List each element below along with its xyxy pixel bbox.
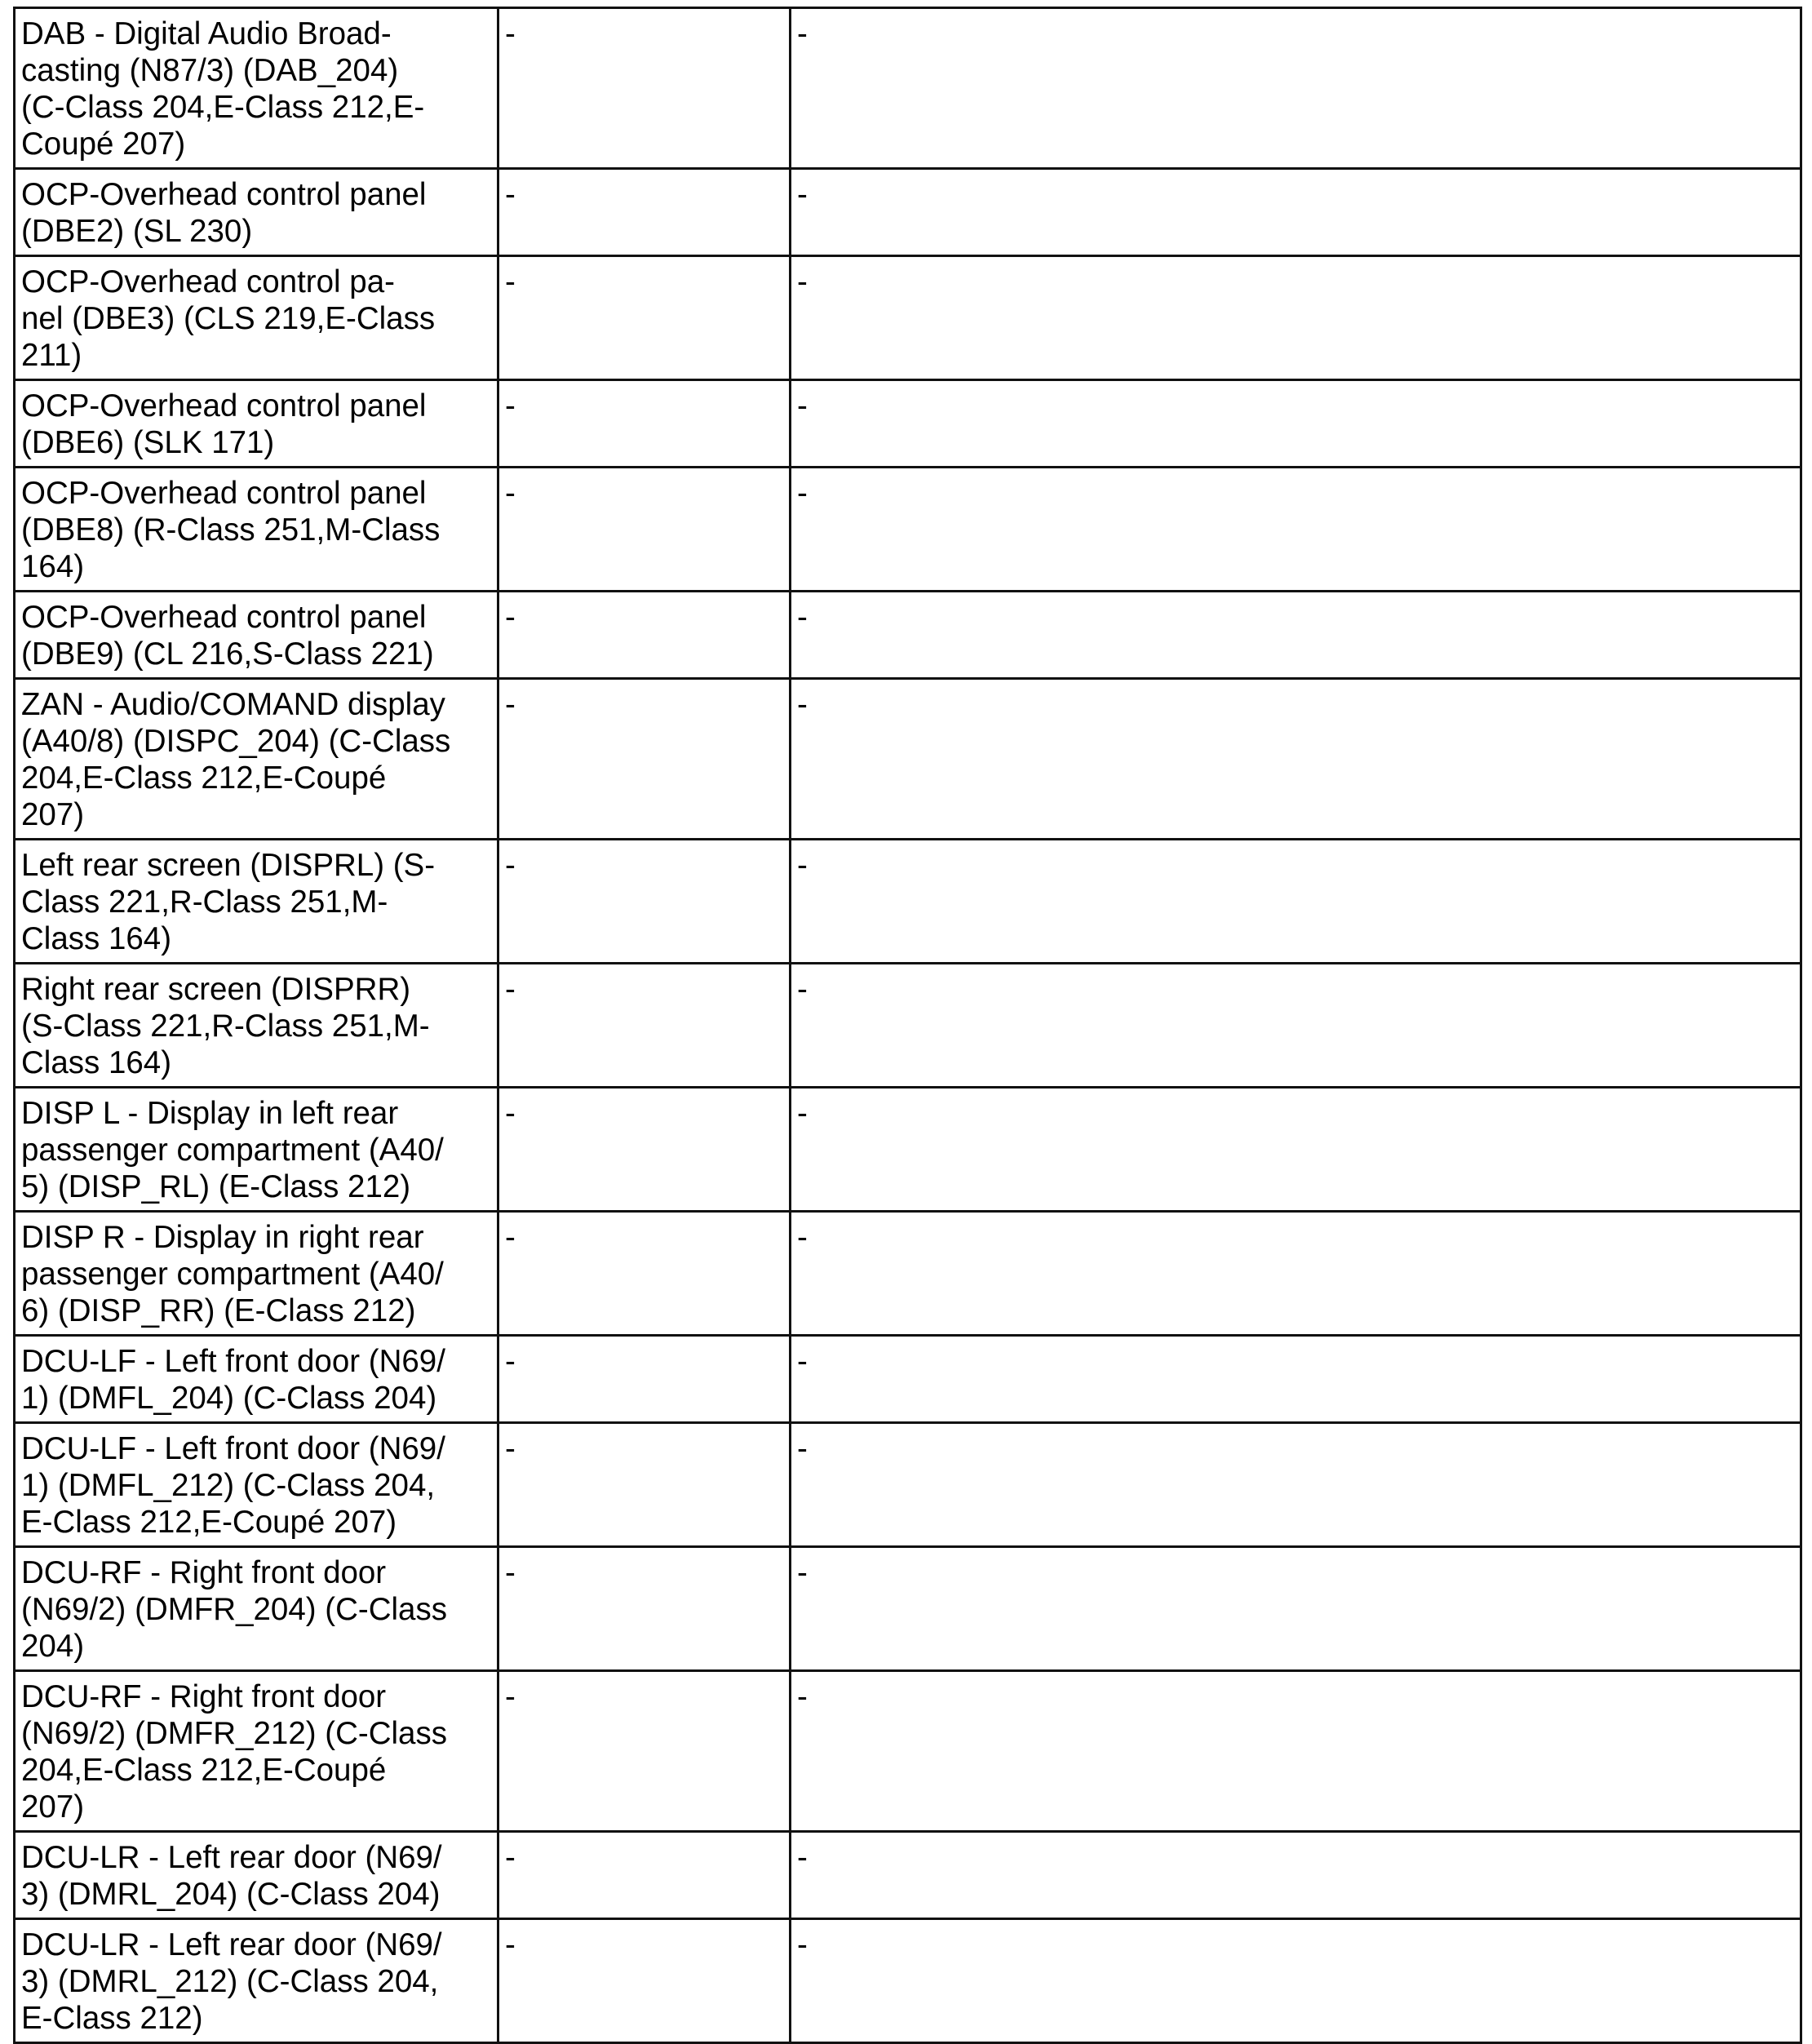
value-text-3: -: [797, 264, 808, 299]
value-cell-3: [791, 1423, 1801, 1547]
control-unit-name: DCU-LR - Left rear door (N69/ 3) (DMRL_204) (C-Class 204): [21, 1840, 442, 1912]
value-cell-2: [498, 169, 791, 256]
value-text-3: -: [797, 1555, 808, 1590]
value-cell-2: [498, 679, 791, 840]
table-row: [15, 169, 1801, 256]
control-unit-name: DISP L - Display in left rear passenger compartment (A40/ 5) (DISP_RL) (E-Class 212): [21, 1096, 444, 1204]
control-unit-name: Right rear screen (DISPRR) (S-Class 221,R-Class 251,M- Class 164): [21, 972, 430, 1080]
control-unit-name: DAB - Digital Audio Broad- casting (N87/3) (DAB_204) (C-Class 204,E-Class 212,E- Coupé 207): [21, 16, 425, 162]
value-text-2: -: [505, 1096, 516, 1131]
control-unit-name-cell: [15, 1547, 498, 1671]
value-text-2: -: [505, 264, 516, 299]
value-text-3: -: [797, 1220, 808, 1255]
value-text-3: -: [797, 476, 808, 511]
control-unit-name-cell: [15, 1832, 498, 1919]
value-cell-3: [791, 1088, 1801, 1212]
value-text-2: -: [505, 1927, 516, 1962]
value-cell-2: [498, 1671, 791, 1832]
value-text-2: -: [505, 177, 516, 212]
value-cell-3: [791, 256, 1801, 380]
value-text-3: -: [797, 1431, 808, 1466]
control-unit-name: OCP-Overhead control panel (DBE6) (SLK 171): [21, 388, 427, 460]
control-unit-name-cell: [15, 1423, 498, 1547]
value-cell-2: [498, 964, 791, 1088]
value-cell-2: [498, 1088, 791, 1212]
control-unit-name: DCU-RF - Right front door (N69/2) (DMFR_212) (C-Class 204,E-Class 212,E-Coupé 207): [21, 1679, 447, 1825]
value-text-3: -: [797, 1840, 808, 1875]
value-cell-3: [791, 1336, 1801, 1423]
control-unit-name: OCP-Overhead control panel (DBE8) (R-Class 251,M-Class 164): [21, 476, 441, 584]
value-text-3: -: [797, 388, 808, 423]
value-text-2: -: [505, 972, 516, 1007]
control-unit-name-cell: [15, 592, 498, 679]
control-unit-name-cell: [15, 964, 498, 1088]
value-cell-3: [791, 840, 1801, 964]
value-text-2: -: [505, 1679, 516, 1714]
control-unit-name-cell: [15, 1212, 498, 1336]
value-text-2: -: [505, 1220, 516, 1255]
value-text-3: -: [797, 848, 808, 883]
table-row: [15, 1832, 1801, 1919]
value-cell-2: [498, 1832, 791, 1919]
control-unit-table: [13, 7, 1802, 2044]
value-cell-3: [791, 1832, 1801, 1919]
table-row: [15, 1088, 1801, 1212]
value-cell-2: [498, 1547, 791, 1671]
value-cell-3: [791, 592, 1801, 679]
table-row: [15, 840, 1801, 964]
value-text-2: -: [505, 848, 516, 883]
table-row: [15, 1212, 1801, 1336]
control-unit-name-cell: [15, 679, 498, 840]
control-unit-name-cell: [15, 1336, 498, 1423]
control-unit-name-cell: [15, 380, 498, 468]
table-row: [15, 592, 1801, 679]
value-cell-2: [498, 8, 791, 169]
value-cell-3: [791, 964, 1801, 1088]
control-unit-name: OCP-Overhead control panel (DBE2) (SL 230): [21, 177, 427, 249]
control-unit-name-cell: [15, 8, 498, 169]
table-row: [15, 1547, 1801, 1671]
value-text-2: -: [505, 600, 516, 635]
value-text-3: -: [797, 1096, 808, 1131]
control-unit-name: OCP-Overhead control panel (DBE9) (CL 216,S-Class 221): [21, 600, 434, 672]
control-unit-name: DCU-LF - Left front door (N69/ 1) (DMFL_204) (C-Class 204): [21, 1344, 445, 1416]
value-cell-2: [498, 1919, 791, 2043]
value-cell-2: [498, 1423, 791, 1547]
table-row: [15, 964, 1801, 1088]
value-text-2: -: [505, 476, 516, 511]
value-text-2: -: [505, 1431, 516, 1466]
control-unit-name: Left rear screen (DISPRL) (S- Class 221,R-Class 251,M- Class 164): [21, 848, 436, 956]
table-row: [15, 1336, 1801, 1423]
value-cell-3: [791, 380, 1801, 468]
control-unit-name: DCU-RF - Right front door (N69/2) (DMFR_204) (C-Class 204): [21, 1555, 447, 1664]
value-text-2: -: [505, 1555, 516, 1590]
value-text-3: -: [797, 972, 808, 1007]
value-text-3: -: [797, 177, 808, 212]
control-unit-name-cell: [15, 840, 498, 964]
table-row: [15, 1423, 1801, 1547]
value-cell-3: [791, 1212, 1801, 1336]
control-unit-name-cell: [15, 256, 498, 380]
table-body: [15, 8, 1801, 2043]
table-row: [15, 1671, 1801, 1832]
control-unit-name-cell: [15, 468, 498, 592]
control-unit-name: DCU-LR - Left rear door (N69/ 3) (DMRL_212) (C-Class 204, E-Class 212): [21, 1927, 442, 2036]
value-cell-3: [791, 1671, 1801, 1832]
value-text-3: -: [797, 16, 808, 51]
value-text-3: -: [797, 1679, 808, 1714]
table-row: [15, 468, 1801, 592]
value-cell-3: [791, 1919, 1801, 2043]
table-row: [15, 380, 1801, 468]
value-cell-3: [791, 8, 1801, 169]
value-cell-2: [498, 1212, 791, 1336]
value-cell-3: [791, 1547, 1801, 1671]
control-unit-name: OCP-Overhead control pa- nel (DBE3) (CLS 219,E-Class 211): [21, 264, 436, 373]
table-row: [15, 679, 1801, 840]
value-text-2: -: [505, 1344, 516, 1379]
value-text-3: -: [797, 600, 808, 635]
value-cell-2: [498, 256, 791, 380]
value-text-3: -: [797, 687, 808, 722]
table-row: [15, 1919, 1801, 2043]
value-text-2: -: [505, 16, 516, 51]
value-text-2: -: [505, 687, 516, 722]
value-text-3: -: [797, 1344, 808, 1379]
value-cell-2: [498, 380, 791, 468]
value-cell-2: [498, 1336, 791, 1423]
value-cell-2: [498, 468, 791, 592]
control-unit-name-cell: [15, 169, 498, 256]
control-unit-name: DCU-LF - Left front door (N69/ 1) (DMFL_212) (C-Class 204, E-Class 212,E-Coupé 207): [21, 1431, 445, 1540]
value-text-3: -: [797, 1927, 808, 1962]
table-row: [15, 8, 1801, 169]
control-unit-name: DISP R - Display in right rear passenger compartment (A40/ 6) (DISP_RR) (E-Class 212): [21, 1220, 444, 1328]
control-unit-name-cell: [15, 1919, 498, 2043]
control-unit-name-cell: [15, 1671, 498, 1832]
value-text-2: -: [505, 388, 516, 423]
control-unit-name: ZAN - Audio/COMAND display (A40/8) (DISPC_204) (C-Class 204,E-Class 212,E-Coupé 207): [21, 687, 451, 832]
value-cell-3: [791, 468, 1801, 592]
control-unit-name-cell: [15, 1088, 498, 1212]
value-cell-2: [498, 840, 791, 964]
table-row: [15, 256, 1801, 380]
value-cell-3: [791, 169, 1801, 256]
value-text-2: -: [505, 1840, 516, 1875]
value-cell-3: [791, 679, 1801, 840]
value-cell-2: [498, 592, 791, 679]
